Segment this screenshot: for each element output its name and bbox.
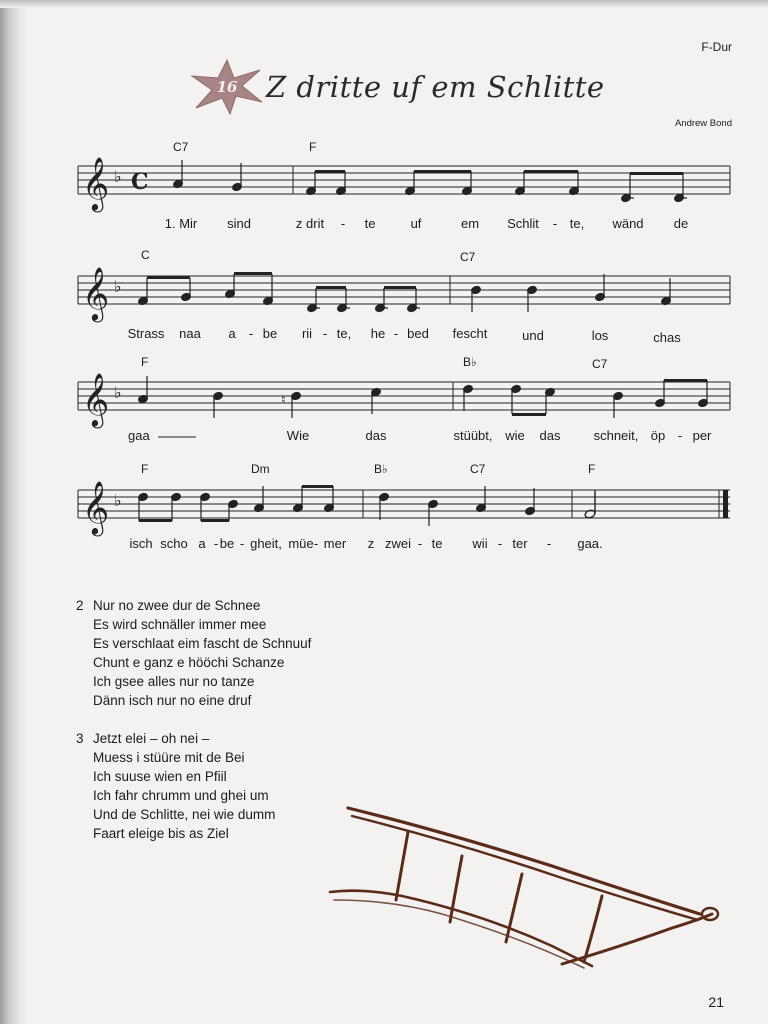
lyric-syllable: a <box>198 536 206 551</box>
page-number: 21 <box>708 994 724 1010</box>
song-number: 16 <box>216 78 238 96</box>
lyric-syllable: wie <box>505 428 525 443</box>
lyric-syllable: stüübt, <box>453 428 493 443</box>
lyric-syllable: gaa. <box>577 536 603 551</box>
lyric-hyphen: - <box>677 428 683 443</box>
verse-line: Es verschlaat eim fascht de Schnuuf <box>93 636 312 651</box>
sled-drawing-icon <box>322 796 722 976</box>
chord-label: C7 <box>592 357 608 371</box>
lyric-hyphen: - <box>417 536 423 551</box>
verse-line: Jetzt elei – oh nei – <box>93 731 210 746</box>
lyric-syllable: gaa <box>128 428 150 443</box>
lyric-syllable: z drit <box>295 216 325 231</box>
lyric-syllable: te, <box>569 216 585 231</box>
flat-icon: ♭ <box>114 167 122 186</box>
lyric-hyphen: - <box>313 536 319 551</box>
chord-label: C7 <box>173 140 189 154</box>
lyric-syllable: Strass <box>127 326 165 341</box>
lyric-syllable: chas <box>653 330 681 345</box>
chord-label: C <box>141 248 150 262</box>
lyric-syllable: a <box>228 326 236 341</box>
lyric-syllable: isch <box>129 536 153 551</box>
verse-line: Faart eleige bis as Ziel <box>93 826 229 841</box>
lyric-hyphen: - <box>213 536 219 551</box>
chord-label: F <box>141 462 149 476</box>
lyric-syllable: z <box>367 536 375 551</box>
chord-label: F <box>309 140 317 154</box>
lyric-syllable: los <box>591 328 609 343</box>
verse-line: Chunt e ganz e hööchi Schanze <box>93 655 285 670</box>
lyric-hyphen: - <box>546 536 552 551</box>
lyric-syllable: bed <box>407 326 429 341</box>
verse-line: Und de Schlitte, nei wie dumm <box>93 807 276 822</box>
lyric-syllable: naa <box>179 326 201 341</box>
lyric-syllable: und <box>522 328 544 343</box>
verse-line: Dänn isch nur no eine druf <box>93 693 252 708</box>
lyric-syllable: müe <box>288 536 314 551</box>
chord-label: C7 <box>460 250 476 264</box>
lyric-syllable: te <box>431 536 443 551</box>
lyric-hyphen: - <box>340 216 346 231</box>
lyric-syllable: de <box>673 216 689 231</box>
lyric-syllable: em <box>460 216 480 231</box>
lyric-hyphen: - <box>552 216 558 231</box>
verse-3 <box>76 729 275 843</box>
lyric-hyphen: - <box>248 326 254 341</box>
verse-line: Es wird schnäller immer mee <box>93 617 267 632</box>
lyric-hyphen: - <box>393 326 399 341</box>
lyric-syllable: wänd <box>612 216 644 231</box>
lyric-syllable: das <box>365 428 387 443</box>
flat-icon: ♭ <box>114 277 122 296</box>
treble-clef-icon: 𝄞 <box>82 156 110 210</box>
lyric-syllable: wii <box>472 536 488 551</box>
lyric-syllable: te, <box>336 326 352 341</box>
lyric-syllable: öp <box>650 428 666 443</box>
verse-2 <box>76 596 311 710</box>
lyric-syllable: be <box>262 326 278 341</box>
chord-label: B♭ <box>463 355 477 369</box>
treble-clef-icon: 𝄞 <box>82 480 110 534</box>
chord-label: Dm <box>251 462 270 476</box>
flat-icon: ♭ <box>114 491 122 510</box>
lyric-hyphen: - <box>239 536 245 551</box>
lyric-syllable: ter <box>512 536 528 551</box>
treble-clef-icon: 𝄞 <box>82 266 110 320</box>
lyric-syllable: per <box>692 428 712 443</box>
treble-clef-icon: 𝄞 <box>82 372 110 426</box>
lyric-syllable: scho <box>160 536 188 551</box>
chord-label: F <box>588 462 596 476</box>
lyric-syllable: rii <box>301 326 313 341</box>
key-signature-label: F-Dur <box>701 40 732 54</box>
lyric-syllable: te <box>364 216 376 231</box>
final-barline <box>723 490 728 518</box>
natural-icon: ♮ <box>281 393 286 408</box>
lyric-syllable: Schlit <box>507 216 539 231</box>
lyric-syllable: sind <box>227 216 251 231</box>
common-time-icon: C <box>131 169 149 195</box>
verse-line: Ich fahr chrumm und ghei um <box>93 788 269 803</box>
lyric-syllable: be <box>219 536 235 551</box>
verse-line: Nur no zwee dur de Schnee <box>93 598 261 613</box>
lyric-syllable: fescht <box>452 326 488 341</box>
verse-line: Ich suuse wien en Pfiil <box>93 769 227 784</box>
verse-number: 3 <box>76 731 84 746</box>
flat-icon: ♭ <box>114 383 122 402</box>
lyric-syllable: he <box>370 326 386 341</box>
lyric-syllable: 1. Mir <box>164 216 198 231</box>
chord-label: B♭ <box>374 462 388 476</box>
lyric-syllable: schneit, <box>593 428 639 443</box>
lyric-syllable: Wie <box>286 428 310 443</box>
verse-line: Ich gsee alles nur no tanze <box>93 674 255 689</box>
lyric-hyphen: - <box>497 536 503 551</box>
verse-number: 2 <box>76 598 84 613</box>
chord-label: F <box>141 355 149 369</box>
chord-label: C7 <box>470 462 486 476</box>
lyric-syllable: uf <box>410 216 422 231</box>
lyric-syllable: gheit, <box>250 536 282 551</box>
composer: Andrew Bond <box>674 118 732 129</box>
lyric-syllable: zwei <box>384 536 412 551</box>
verse-line: Muess i stüüre mit de Bei <box>93 750 245 765</box>
lyric-hyphen: - <box>322 326 328 341</box>
page-title: Z dritte uf em Schlitte <box>266 70 605 104</box>
lyric-syllable: das <box>539 428 561 443</box>
lyric-syllable: mer <box>323 536 347 551</box>
